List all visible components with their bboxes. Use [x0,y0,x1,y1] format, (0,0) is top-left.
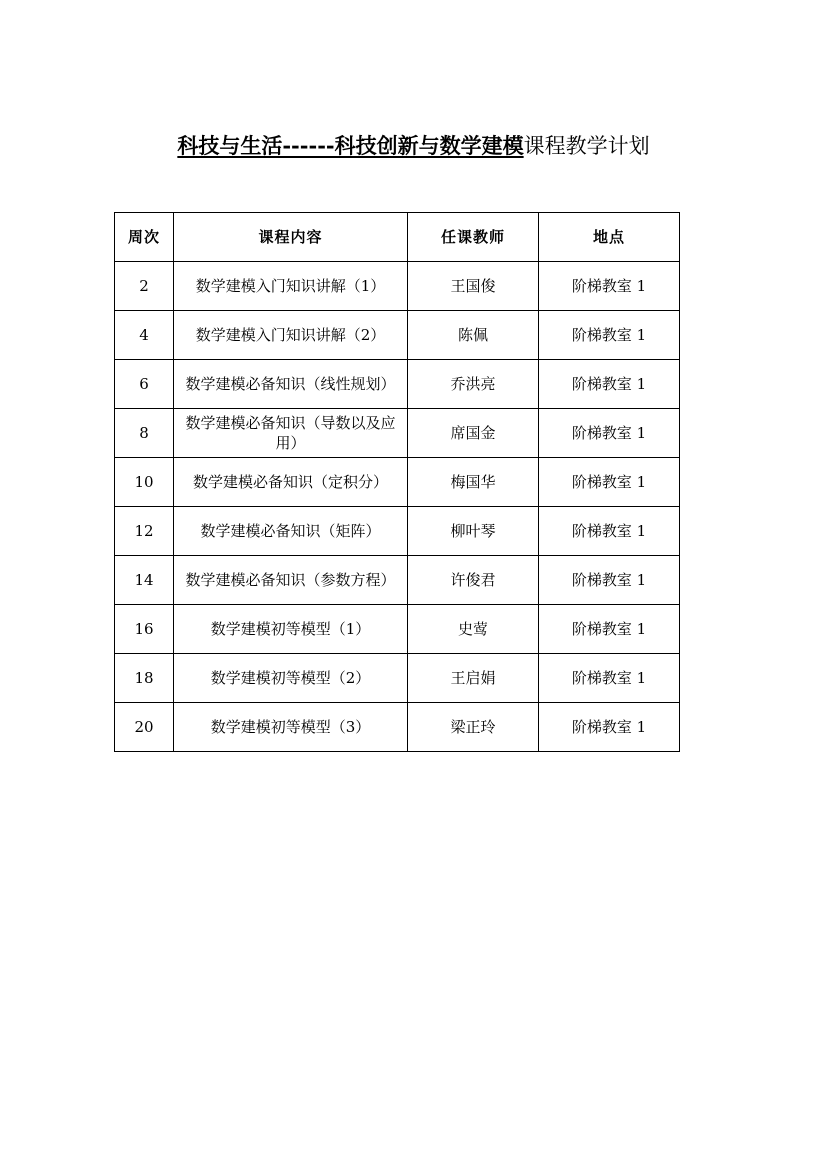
cell-teacher: 梅国华 [408,458,539,507]
header-week: 周次 [115,213,174,262]
cell-content: 数学建模初等模型（1） [174,605,408,654]
table-row [115,654,680,703]
header-location: 地点 [539,213,680,262]
cell-teacher: 梁正玲 [408,703,539,752]
cell-teacher: 乔洪亮 [408,360,539,409]
cell-location: 阶梯教室 1 [539,360,680,409]
cell-content: 数学建模入门知识讲解（1） [174,262,408,311]
cell-teacher: 陈佩 [408,311,539,360]
table-row [115,360,680,409]
cell-content: 数学建模必备知识（导数以及应用） [174,409,408,458]
cell-week: 12 [115,507,174,556]
title-main: 科技与生活------科技创新与数学建模 [177,133,524,158]
cell-teacher: 席国金 [408,409,539,458]
table-row [115,507,680,556]
cell-week: 10 [115,458,174,507]
cell-location: 阶梯教室 1 [539,262,680,311]
cell-location: 阶梯教室 1 [539,703,680,752]
cell-location: 阶梯教室 1 [539,409,680,458]
cell-teacher: 王启娟 [408,654,539,703]
page-title [0,130,827,162]
title-suffix: 课程教学计划 [523,134,650,158]
cell-content: 数学建模必备知识（定积分） [174,458,408,507]
cell-week: 8 [115,409,174,458]
cell-content: 数学建模入门知识讲解（2） [174,311,408,360]
header-content: 课程内容 [174,213,408,262]
cell-teacher: 王国俊 [408,262,539,311]
table-row [115,605,680,654]
cell-content: 数学建模初等模型（3） [174,703,408,752]
cell-week: 16 [115,605,174,654]
table-row [115,556,680,605]
cell-teacher: 史莺 [408,605,539,654]
table-row [115,458,680,507]
cell-content: 数学建模必备知识（矩阵） [174,507,408,556]
cell-location: 阶梯教室 1 [539,311,680,360]
cell-location: 阶梯教室 1 [539,605,680,654]
cell-week: 20 [115,703,174,752]
cell-location: 阶梯教室 1 [539,556,680,605]
cell-location: 阶梯教室 1 [539,654,680,703]
table-row [115,703,680,752]
cell-location: 阶梯教室 1 [539,507,680,556]
cell-location: 阶梯教室 1 [539,458,680,507]
cell-week: 14 [115,556,174,605]
cell-week: 4 [115,311,174,360]
cell-week: 18 [115,654,174,703]
header-row [115,213,680,262]
table-row [115,311,680,360]
cell-week: 2 [115,262,174,311]
cell-teacher: 许俊君 [408,556,539,605]
table-row [115,409,680,458]
cell-content: 数学建模必备知识（线性规划） [174,360,408,409]
schedule-table [114,212,680,752]
cell-content: 数学建模必备知识（参数方程） [174,556,408,605]
cell-content: 数学建模初等模型（2） [174,654,408,703]
table-row [115,262,680,311]
cell-week: 6 [115,360,174,409]
header-teacher: 任课教师 [408,213,539,262]
cell-teacher: 柳叶琴 [408,507,539,556]
